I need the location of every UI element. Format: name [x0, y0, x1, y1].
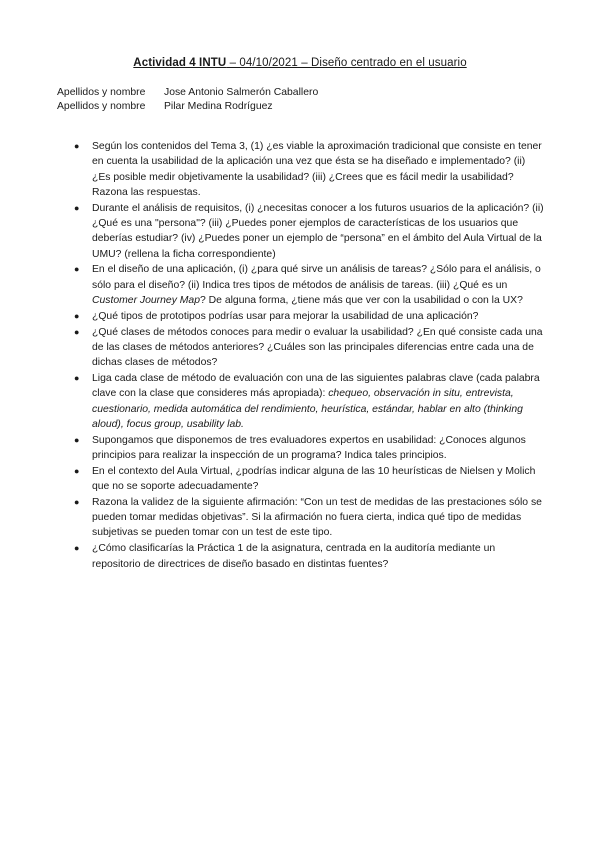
question-item	[74, 495, 544, 541]
question-item	[74, 262, 544, 308]
question-text-start: Liga cada clase de método de evaluación con una de las siguientes palabras clave (cada palabra clave con la clase que consideres más apropiada):	[92, 372, 540, 400]
bullet-icon: ●	[74, 496, 80, 507]
author-name: Jose Antonio Salmerón Caballero	[164, 87, 319, 98]
question-item	[74, 201, 544, 262]
bullet-icon: ●	[74, 202, 80, 213]
question-item	[74, 139, 544, 200]
bullet-icon: ●	[74, 326, 80, 337]
bullet-icon: ●	[74, 543, 80, 554]
question-item	[74, 325, 544, 371]
bullet-icon: ●	[74, 264, 80, 275]
question-item	[74, 309, 544, 324]
page-title	[0, 57, 600, 69]
author-label: Apellidos y nombre	[57, 87, 146, 98]
question-text-italic: Customer Journey Map	[92, 294, 200, 306]
bullet-icon: ●	[74, 310, 80, 321]
question-text: ¿Qué clases de métodos conoces para medir o evaluar la usabilidad? ¿En qué consiste cada una de las clases de métodos anteriores? ¿Cuáles son las principales diferencias entre cada una de dichas clases de métodos?	[92, 326, 543, 369]
question-item	[74, 541, 544, 572]
question-item	[74, 371, 544, 432]
question-text: Supongamos que disponemos de tres evaluadores expertos en usabilidad: ¿Conoces algunos principios para realizar la inspección de un programa? Indica tales principios.	[92, 434, 526, 461]
author-label: Apellidos y nombre	[57, 101, 146, 112]
author-row	[57, 100, 318, 114]
bullet-icon: ●	[74, 372, 80, 383]
question-text: En el contexto del Aula Virtual, ¿podrías indicar alguna de las 10 heurísticas de Nielsen y Molich que no se soporte adecuadamente?	[92, 465, 536, 493]
question-text: Durante el análisis de requisitos, (i) ¿necesitas conocer a los futuros usuarios de la aplicación? (ii) ¿Qué es una "persona"? (iii) ¿Puedes poner ejemplos de características de los usuarios que deberías estudiar? (iv) ¿Puedes poner un ejemplo de “persona” en el ámbito del Aula Virtual de la UMU? (rellena la ficha correspondiente)	[92, 202, 544, 260]
title-bold: Actividad 4 INTU	[133, 57, 227, 69]
bullet-icon: ●	[74, 434, 80, 445]
question-item	[74, 433, 544, 464]
questions-list	[74, 139, 544, 572]
question-item	[74, 464, 544, 495]
bullet-icon: ●	[74, 141, 80, 151]
question-text: Razona la validez de la siguiente afirmación: “Con un test de medidas de las prestaciones sólo se pueden tomar medidas objetivas”. Si la afirmación no fuera cierta, indica qué tipo de medidas subjetivas se pueden tomar con un test de este tipo.	[92, 496, 542, 539]
question-text-start: En el diseño de una aplicación, (i) ¿para qué sirve un análisis de tareas? ¿Sólo para el análisis, o sólo para el diseño? (ii) Indica tres tipos de métodos de análisis de tareas. (iii) ¿Qué es un	[92, 264, 541, 291]
author-name: Pilar Medina Rodríguez	[164, 101, 273, 112]
question-text: Según los contenidos del Tema 3, (1) ¿es viable la aproximación tradicional que consiste en tener en cuenta la usabilidad de la aplicación una vez que ésta se ha diseñado e implementado? (ii) ¿Es posible medir objetivamente la usabilidad? (iii) ¿Crees que es fácil medir la usabilidad? Razona las respuestas.	[92, 141, 542, 198]
question-text: ¿Qué tipos de prototipos podrías usar para mejorar la usabilidad de una aplicación?	[92, 310, 479, 322]
author-row	[57, 86, 318, 100]
question-text-end: ? De alguna forma, ¿tiene más que ver con la usabilidad o con la UX?	[200, 294, 523, 306]
question-text: ¿Cómo clasificarías la Práctica 1 de la asignatura, centrada en la auditoría mediante un repositorio de directrices de diseño basado en distintas fuentes?	[92, 543, 496, 570]
title-rest: – 04/10/2021 – Diseño centrado en el usuario	[226, 57, 467, 69]
authors-block	[57, 86, 318, 114]
bullet-icon: ●	[74, 465, 80, 476]
question-keywords-italic: chequeo, observación in situ, entrevista, cuestionario, medida automática del rendimiento, heurística, estándar, hablar en alto (thinking aloud), focus group, usability lab.	[92, 388, 523, 430]
